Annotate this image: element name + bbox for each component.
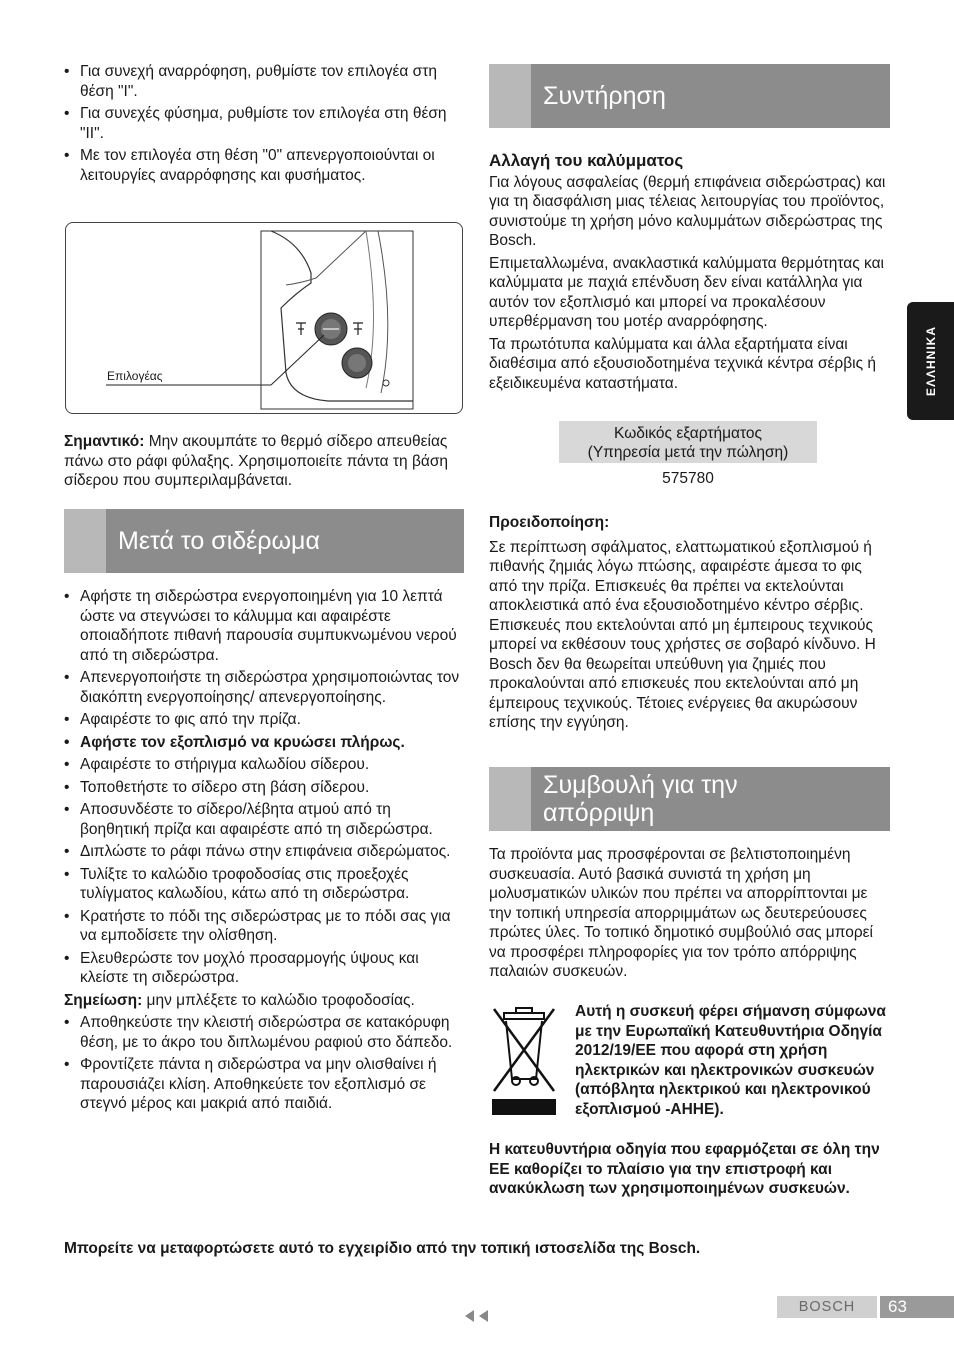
warning-section — [489, 513, 891, 736]
weee-bin-icon — [490, 1005, 558, 1117]
list-item: • Για συνεχή αναρρόφηση, ρυθμίστε τον επιλογέα στη θέση "I". — [64, 62, 464, 101]
part-number-box — [559, 421, 817, 463]
language-label: ΕΛΛΗΝΙΚΑ — [923, 325, 938, 397]
list-item: • Φροντίζετε πάντα η σιδερώστρα να μην ολισθαίνει ή παρουσιάζει κλίση. Αποθηκεύετε τον εξοπλισμό σε στεγνό μέρος και μακριά από παιδιά. — [64, 1055, 464, 1114]
disposal-text — [489, 845, 891, 985]
section-title-line: Συμβουλή για την — [543, 771, 738, 799]
list-item: • Για συνεχές φύσημα, ρυθμίστε τον επιλογέα στη θέση "II". — [64, 104, 464, 143]
page-number: 63 — [880, 1296, 954, 1318]
list-item: • Αποθηκεύστε την κλειστή σιδερώστρα σε κατακόρυφη θέση, με το άκρο του διπλωμένου ραφιού στο δάπεδο. — [64, 1013, 464, 1052]
after-ironing-list — [64, 587, 464, 1117]
paragraph: Για λόγους ασφαλείας (θερμή επιφάνεια σιδερώστρας) και για τη διασφάλιση μιας τέλειας λειτουργίας του προϊόντος, συνιστούμε τη χρήση μόνο καλυμμάτων σιδερώστρας της Bosch. — [489, 173, 886, 249]
list-item: • Κρατήστε το πόδι της σιδερώστρας με το πόδι σας για να εμποδίσετε την ολίσθηση. — [64, 907, 464, 946]
note-label: Σημείωση: — [64, 991, 143, 1009]
back-arrows-icon[interactable] — [462, 1308, 492, 1324]
list-item: • Τοποθετήστε το σίδερο στη βάση σίδερου. — [64, 778, 464, 798]
language-tab — [907, 302, 954, 420]
directive-text: Η κατευθυντήρια οδηγία που εφαρμόζεται σε όλη την ΕΕ καθορίζει το πλαίσιο για την επιστροφή και ανακύκλωση των χρησιμοποιημένων συσκευών. — [489, 1141, 880, 1197]
warning-text: Σε περίπτωση σφάλματος, ελαττωματικού εξοπλισμού ή πιθανής ζημιάς λόγω πτώσης, αφαιρέστε άμεσα το φις από την πρίζα. Επισκευές θα πρέπει να εκτελούνται αποκλειστικά από ένα εξουσιοδοτημένο κέντρο σέρβις. Επισκευές που εκτελούνται από μη έμπειρους τεχνικούς μπορεί να εκθέσουν τους χρήστες σε σοβαρό κίνδυνο. Η Bosch δεν θα θεωρείται υπεύθυνη για ζημιές που προκαλούνται από επισκευές που εκτελούνται από μη έμπειρους τεχνικούς. Τέτοιες ενέργειες θα ακυρώσουν επίσης την εγγύηση. — [489, 538, 876, 731]
section-title — [531, 767, 890, 831]
important-note — [64, 432, 464, 494]
section-disposal — [489, 767, 890, 831]
footer-brand: BOSCH — [777, 1296, 877, 1318]
download-note: Μπορείτε να μεταφορτώσετε αυτό το εγχειρίδιο από την τοπική ιστοσελίδα της Bosch. — [64, 1240, 701, 1257]
section-title: Συντήρηση — [531, 64, 890, 128]
cover-heading: Αλλαγή του καλύμματος — [489, 151, 684, 170]
part-label-sub: (Υπηρεσία μετά την πώληση) — [587, 444, 789, 461]
list-item: • Με τον επιλογέα στη θέση "0" απενεργοποιούνται οι λειτουργίες αναρρόφησης και φυσήματος. — [64, 146, 464, 185]
paragraph: Επιμεταλλωμένα, ανακλαστικά καλύμματα θερμότητας και καλύμματα με παχιά επένδυση δεν είναι κατάλληλα για αυτόν τον εξοπλισμό και μπορεί να προκαλέσουν υπερθέρμανση του μοτέρ αναρρόφησης. — [489, 254, 884, 330]
list-item: • Τυλίξτε το καλώδιο τροφοδοσίας στις προεξοχές τυλίγματος καλωδίου, κάτω από τη σιδερώστρα. — [64, 865, 464, 904]
important-text: Μην ακουμπάτε το θερμό σίδερο απευθείας πάνω στο ράφι φύλαξης. Χρησιμοποιείτε πάντα τη βάση σίδερου που συμπεριλαμβάνεται. — [64, 433, 449, 489]
selector-figure — [65, 222, 463, 414]
section-maintenance — [489, 64, 890, 128]
weee-text: Αυτή η συσκευή φέρει σήμανση σύμφωνα με την Ευρωπαϊκή Κατευθυντήρια Οδηγία 2012/19/ΕΕ που αφορά στη χρήση ηλεκτρικών και ηλεκτρονικών συσκευών (απόβλητα ηλεκτρικού και ηλεκτρονικού εξοπλισμού -AHHE). — [575, 1003, 886, 1118]
list-item: • Απενεργοποιήστε τη σιδερώστρα χρησιμοποιώντας τον διακόπτη ενεργοποίησης/ απενεργοποίησης. — [64, 668, 464, 707]
paragraph: Τα προϊόντα μας προσφέρονται σε βελτιστοποιημένη συσκευασία. Αυτό βασικά συνιστά τη χρήση μη μολυσματικών υλικών που πρέπει να απορρίπτονται με την τοπική υπηρεσία απορριμμάτων ως δευτερεύουσες πρώτες ύλες. Το τοπικό δημοτικό συμβούλιό σας μπορεί να προσφέρει πληροφορίες για τον τρόπο απόρριψης παλαιών συσκευών. — [489, 846, 874, 980]
list-item: • Ελευθερώστε τον μοχλό προσαρμογής ύψους και κλείστε τη σιδερώστρα. — [64, 949, 464, 988]
list-item: • Αφαιρέστε το στήριγμα καλωδίου σίδερου. — [64, 755, 464, 775]
cover-section — [489, 151, 891, 396]
list-item: • Αποσυνδέστε το σίδερο/λέβητα ατμού από τη βοηθητική πρίζα και αφαιρέστε από τη σιδερώστρα. — [64, 800, 464, 839]
warning-heading: Προειδοποίηση: — [489, 514, 610, 531]
intro-bullets — [64, 62, 464, 188]
note-text: μην μπλέξετε το καλώδιο τροφοδοσίας. — [142, 991, 415, 1009]
selector-knob-icon — [66, 223, 462, 413]
part-number: 575780 — [662, 470, 714, 487]
list-item: • Αφήστε τη σιδερώστρα ενεργοποιημένη για 10 λεπτά ώστε να στεγνώσει το κάλυμμα και αφαιρέστε οποιαδήποτε πιθανή παρουσία συμπυκνωμένου νερού από τη σιδερώστρα. — [64, 587, 464, 665]
list-item: • Αφαιρέστε το φις από την πρίζα. — [64, 710, 464, 730]
important-label: Σημαντικό: — [64, 433, 145, 450]
section-after-ironing — [64, 509, 464, 573]
section-title-line: απόρριψη — [543, 799, 655, 827]
paragraph: Τα πρωτότυπα καλύμματα και άλλα εξαρτήματα είναι διαθέσιμα από εξουσιοδοτημένα τεχνικά κέντρα σέρβις ή εξειδικευμένα καταστήματα. — [489, 335, 877, 392]
section-title: Μετά το σιδέρωμα — [106, 509, 464, 573]
list-item: • Αφήστε τον εξοπλισμό να κρυώσει πλήρως. — [64, 733, 464, 753]
list-item: • Διπλώστε το ράφι πάνω στην επιφάνεια σιδερώματος. — [64, 842, 464, 862]
part-label: Κωδικός εξαρτήματος — [614, 425, 762, 442]
figure-label: Επιλογέας — [107, 369, 163, 383]
